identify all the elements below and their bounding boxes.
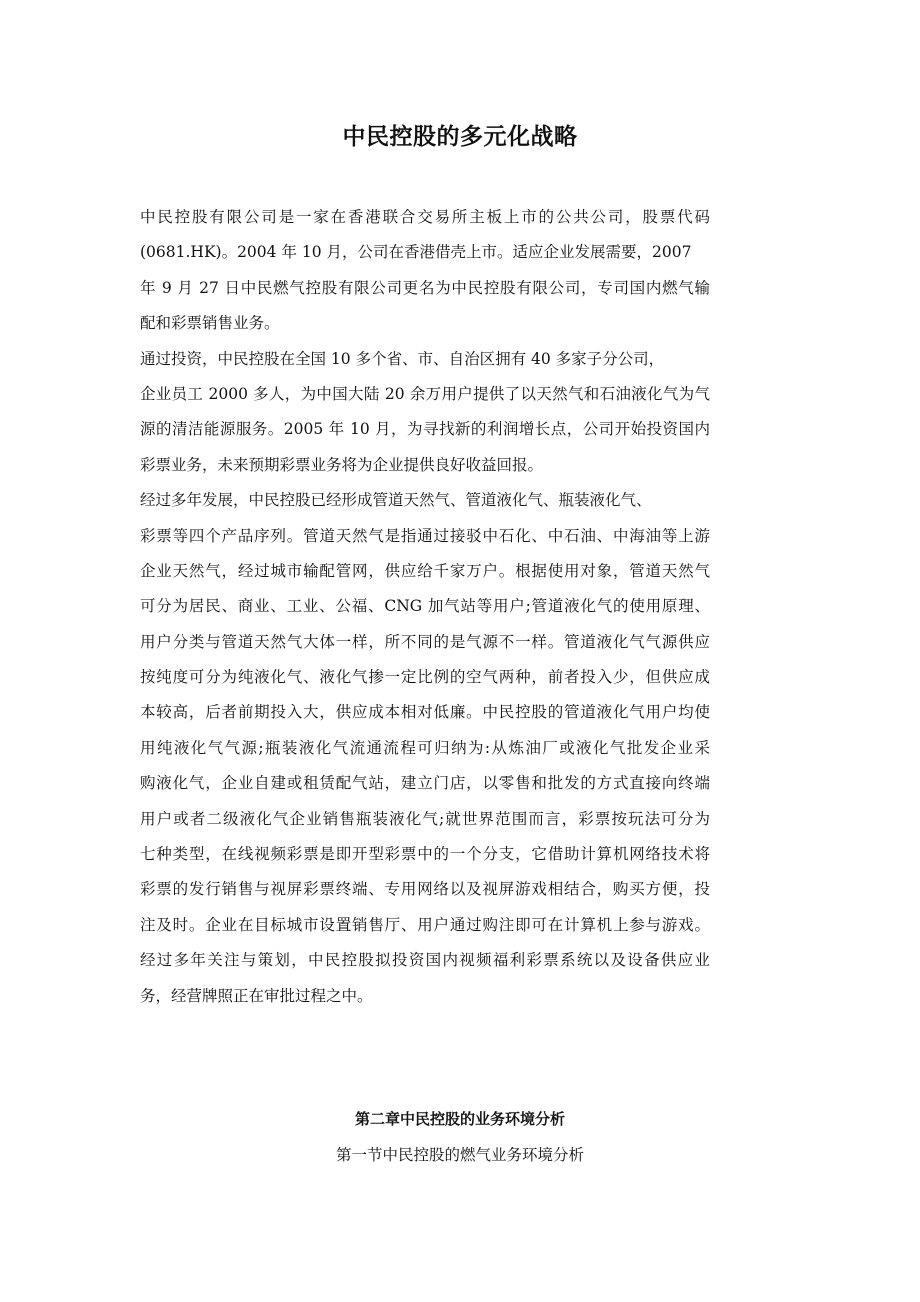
text-line: 经过多年关注与策划，中民控股拟投资国内视频福利彩票系统以及设备供应业 (140, 951, 710, 970)
body-text (140, 200, 740, 1014)
text-line: 购液化气，企业自建或租赁配气站，建立门店，以零售和批发的方式直接向终端 (140, 774, 710, 793)
text-line: 中民控股有限公司是一家在香港联合交易所主板上市的公共公司，股票代码 (140, 208, 710, 226)
text-line: 务，经营牌照正在审批过程之中。 (140, 986, 373, 1005)
chapter-heading: 第二章中民控股的业务环境分析 (354, 1110, 565, 1128)
text-line: 注及时。企业在目标城市设置销售厅、用户通过购注即可在计算机上参与游戏。 (140, 915, 710, 934)
text-line: 企业天然气，经过城市输配管网，供应给千家万户。根据使用对象，管道天然气 (140, 561, 710, 580)
document-title: 中民控股的多元化战略 (342, 124, 578, 150)
text-line: 源的清洁能源服务。2005 年 10 月，为寻找新的利润增长点，公司开始投资国内 (140, 420, 710, 439)
text-line: 彩票业务，未来预期彩票业务将为企业提供良好收益回报。 (140, 455, 544, 474)
text-line: 本较高，后者前期投入大，供应成本相对低廉。中民控股的管道液化气用户均使 (140, 703, 710, 722)
text-line: (0681.HK)。2004 年 10 月，公司在香港借壳上市。适应企业发展需要，2007 (140, 243, 692, 262)
text-line: 按纯度可分为纯液化气、液化气掺一定比例的空气两种，前者投入少，但供应成 (140, 668, 710, 687)
text-line: 企业员工 2000 多人，为中国大陆 20 余万用户提供了以天然气和石油液化气为气 (140, 384, 710, 403)
text-line: 用户分类与管道天然气大体一样，所不同的是气源不一样。管道液化气气源供应 (140, 632, 710, 651)
text-line: 彩票等四个产品序列。管道天然气是指通过接驳中石化、中石油、中海油等上游 (140, 526, 710, 545)
text-line: 用纯液化气气源;瓶装液化气流通流程可归纳为:从炼油厂或液化气批发企业采 (140, 738, 710, 757)
text-line: 通过投资，中民控股在全国 10 多个省、市、自治区拥有 40 多家子分公司， (140, 349, 665, 368)
text-line: 经过多年发展，中民控股已经形成管道天然气、管道液化气、瓶装液化气、 (140, 491, 652, 510)
text-line: 用户或者二级液化气企业销售瓶装液化气;就世界范围而言，彩票按玩法可分为 (140, 809, 710, 828)
text-line: 配和彩票销售业务。 (140, 314, 280, 333)
text-line: 彩票的发行销售与视屏彩票终端、专用网络以及视屏游戏相结合，购买方便，投 (140, 880, 710, 899)
text-line: 年 9 月 27 日中民燃气控股有限公司更名为中民控股有限公司，专司国内燃气输 (140, 278, 710, 297)
text-line: 可分为居民、商业、工业、公福、CNG 加气站等用户;管道液化气的使用原理、 (140, 597, 710, 616)
text-line: 七种类型，在线视频彩票是即开型彩票中的一个分支，它借助计算机网络技术将 (140, 845, 710, 864)
section-heading: 第一节中民控股的燃气业务环境分析 (335, 1146, 584, 1164)
